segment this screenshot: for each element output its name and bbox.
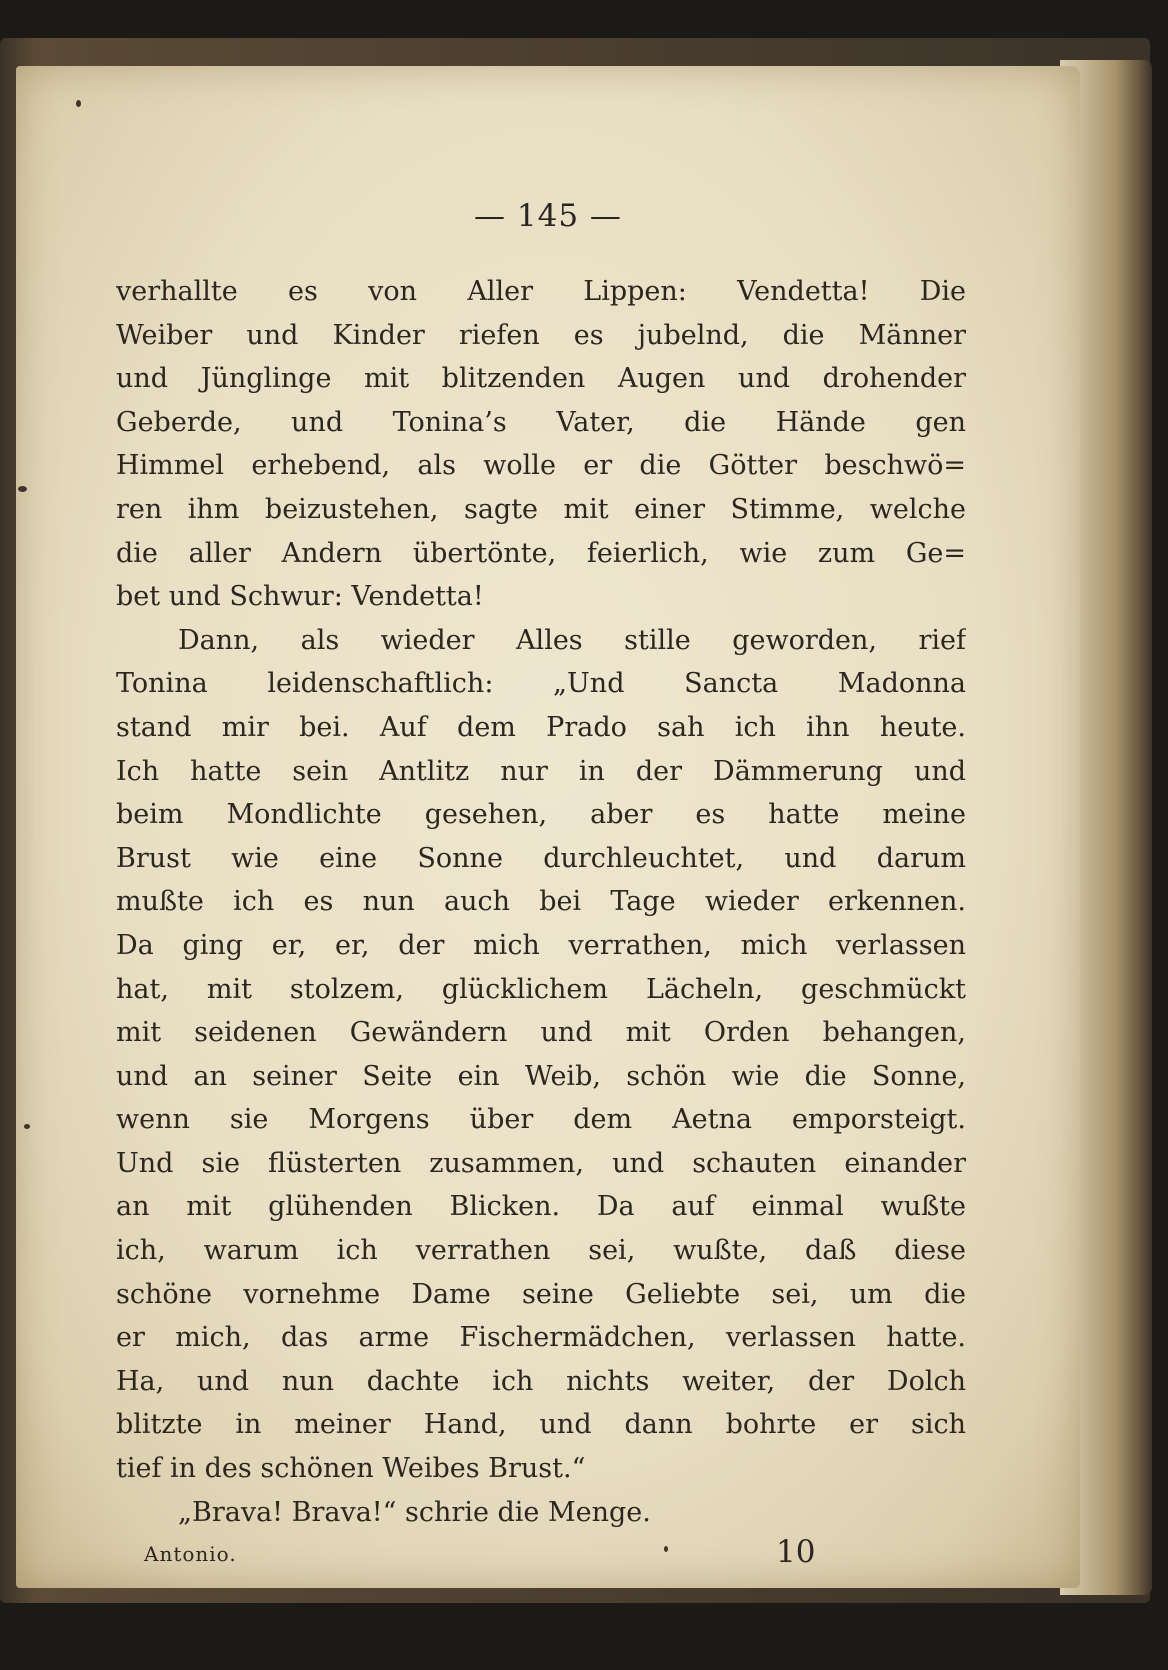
text-line: Ich hatte sein Antlitz nur in der Dämmerung und <box>116 755 966 787</box>
sheet-number: 10 <box>776 1534 816 1570</box>
text-line: Geberde, und Tonina’s Vater, die Hände gen <box>116 406 966 438</box>
text-line: mußte ich es nun auch bei Tage wieder erkennen. <box>116 886 966 918</box>
text-line: hat, mit stolzem, glücklichem Lächeln, geschmückt <box>116 973 966 1005</box>
page-body-text <box>116 270 966 1534</box>
text-line: Ha, und nun dachte ich nichts weiter, der Dolch <box>116 1365 966 1397</box>
text-line: Dann, als wieder Alles stille geworden, rief <box>178 624 966 656</box>
ink-fleck <box>76 100 81 107</box>
text-line: die aller Andern übertönte, feierlich, wie zum Ge= <box>116 537 966 569</box>
text-line: tief in des schönen Weibes Brust.“ <box>116 1453 586 1485</box>
text-line: bet und Schwur: Vendetta! <box>116 581 484 613</box>
text-line: Himmel erhebend, als wolle er die Götter beschwö= <box>116 450 966 482</box>
text-line: ich, warum ich verrathen sei, wußte, daß diese <box>116 1235 966 1267</box>
text-line: blitzte in meiner Hand, und dann bohrte er sich <box>116 1409 966 1441</box>
text-line: schöne vornehme Dame seine Geliebte sei, um die <box>116 1278 966 1310</box>
text-line: beim Mondlichte gesehen, aber es hatte meine <box>116 799 966 831</box>
signature-mark: Antonio. <box>144 1542 237 1566</box>
ink-fleck <box>18 486 27 492</box>
page-number-header: — 145 — <box>474 198 622 234</box>
text-line: Tonina leidenschaftlich: „Und Sancta Madonna <box>116 668 966 700</box>
text-line: mit seidenen Gewändern und mit Orden behangen, <box>116 1017 966 1049</box>
text-line: Weiber und Kinder riefen es jubelnd, die Männer <box>116 319 966 351</box>
text-line: und an seiner Seite ein Weib, schön wie die Sonne, <box>116 1060 966 1092</box>
text-line: er mich, das arme Fischermädchen, verlassen hatte. <box>116 1322 966 1354</box>
ink-fleck <box>664 1546 668 1552</box>
text-line: verhallte es von Aller Lippen: Vendetta! Die <box>116 276 966 307</box>
text-line: an mit glühenden Blicken. Da auf einmal wußte <box>116 1191 966 1223</box>
text-line: und Jünglinge mit blitzenden Augen und drohender <box>116 363 966 395</box>
text-line: „Brava! Brava!“ schrie die Menge. <box>178 1496 651 1528</box>
text-line: Da ging er, er, der mich verrathen, mich verlassen <box>116 929 966 961</box>
ink-fleck <box>24 1124 30 1129</box>
text-line: ren ihm beizustehen, sagte mit einer Stimme, welche <box>116 493 966 525</box>
text-line: wenn sie Morgens über dem Aetna emporsteigt. <box>116 1104 966 1136</box>
book-page <box>16 66 1080 1588</box>
text-line: Und sie flüsterten zusammen, und schauten einander <box>116 1147 966 1179</box>
text-line: Brust wie eine Sonne durchleuchtet, und darum <box>116 842 966 874</box>
text-line: stand mir bei. Auf dem Prado sah ich ihn heute. <box>116 711 966 743</box>
